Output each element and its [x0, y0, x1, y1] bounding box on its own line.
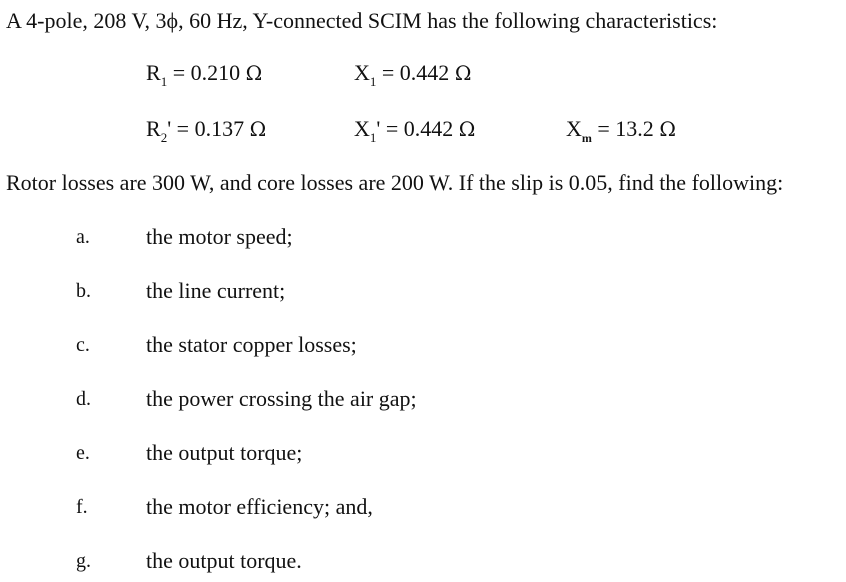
param-r1-unit: Ω [245, 61, 263, 85]
item-letter: b. [76, 280, 91, 302]
param-x1-eq: = 0.442 [376, 60, 455, 85]
param-r1-symbol: R [146, 60, 161, 85]
param-r1-sub: 1 [160, 74, 168, 89]
param-x2-sub: 1 [369, 130, 377, 145]
param-x1-unit: Ω [454, 61, 472, 85]
param-r2-sub: 2 [160, 130, 168, 145]
param-r1-eq: = 0.210 [167, 60, 246, 85]
rotor-losses-statement: Rotor losses are 300 W, and core losses are 200 W. If the slip is 0.05, find the following: [6, 170, 784, 195]
param-xm [566, 116, 676, 145]
param-r2-unit: Ω [249, 117, 267, 141]
item-letter: f. [76, 496, 88, 518]
item-text: the power crossing the air gap; [146, 386, 417, 411]
param-x1-sub: 1 [369, 74, 377, 89]
param-r2-prime: ' [167, 116, 172, 141]
param-r2-eq: = 0.137 [171, 116, 250, 141]
param-x1 [354, 60, 471, 89]
problem-intro: A 4-pole, 208 V, 3ϕ, 60 Hz, Y-connected SCIM has the following characteristics: [6, 8, 718, 33]
item-text: the output torque. [146, 548, 302, 573]
param-x2 [354, 116, 475, 145]
item-letter: d. [76, 388, 91, 410]
param-x2-symbol: X [354, 116, 370, 141]
param-x2-prime: ' [376, 116, 381, 141]
param-x1-symbol: X [354, 60, 370, 85]
param-xm-symbol: X [566, 116, 582, 141]
item-text: the output torque; [146, 440, 303, 465]
item-text: the stator copper losses; [146, 332, 357, 357]
param-xm-sub: m [581, 131, 592, 145]
param-x2-eq: = 0.442 [380, 116, 459, 141]
item-text: the motor efficiency; and, [146, 494, 373, 519]
item-letter: c. [76, 334, 90, 356]
item-letter: a. [76, 226, 90, 248]
item-text: the motor speed; [146, 224, 293, 249]
param-x2-unit: Ω [458, 117, 476, 141]
item-letter: e. [76, 442, 90, 464]
item-letter: g. [76, 550, 91, 572]
param-xm-unit: Ω [659, 117, 676, 141]
param-r1 [146, 60, 262, 89]
param-r2-symbol: R [146, 116, 161, 141]
param-xm-eq: = 13.2 [591, 116, 660, 141]
param-r2 [146, 116, 266, 145]
item-text: the line current; [146, 278, 286, 303]
